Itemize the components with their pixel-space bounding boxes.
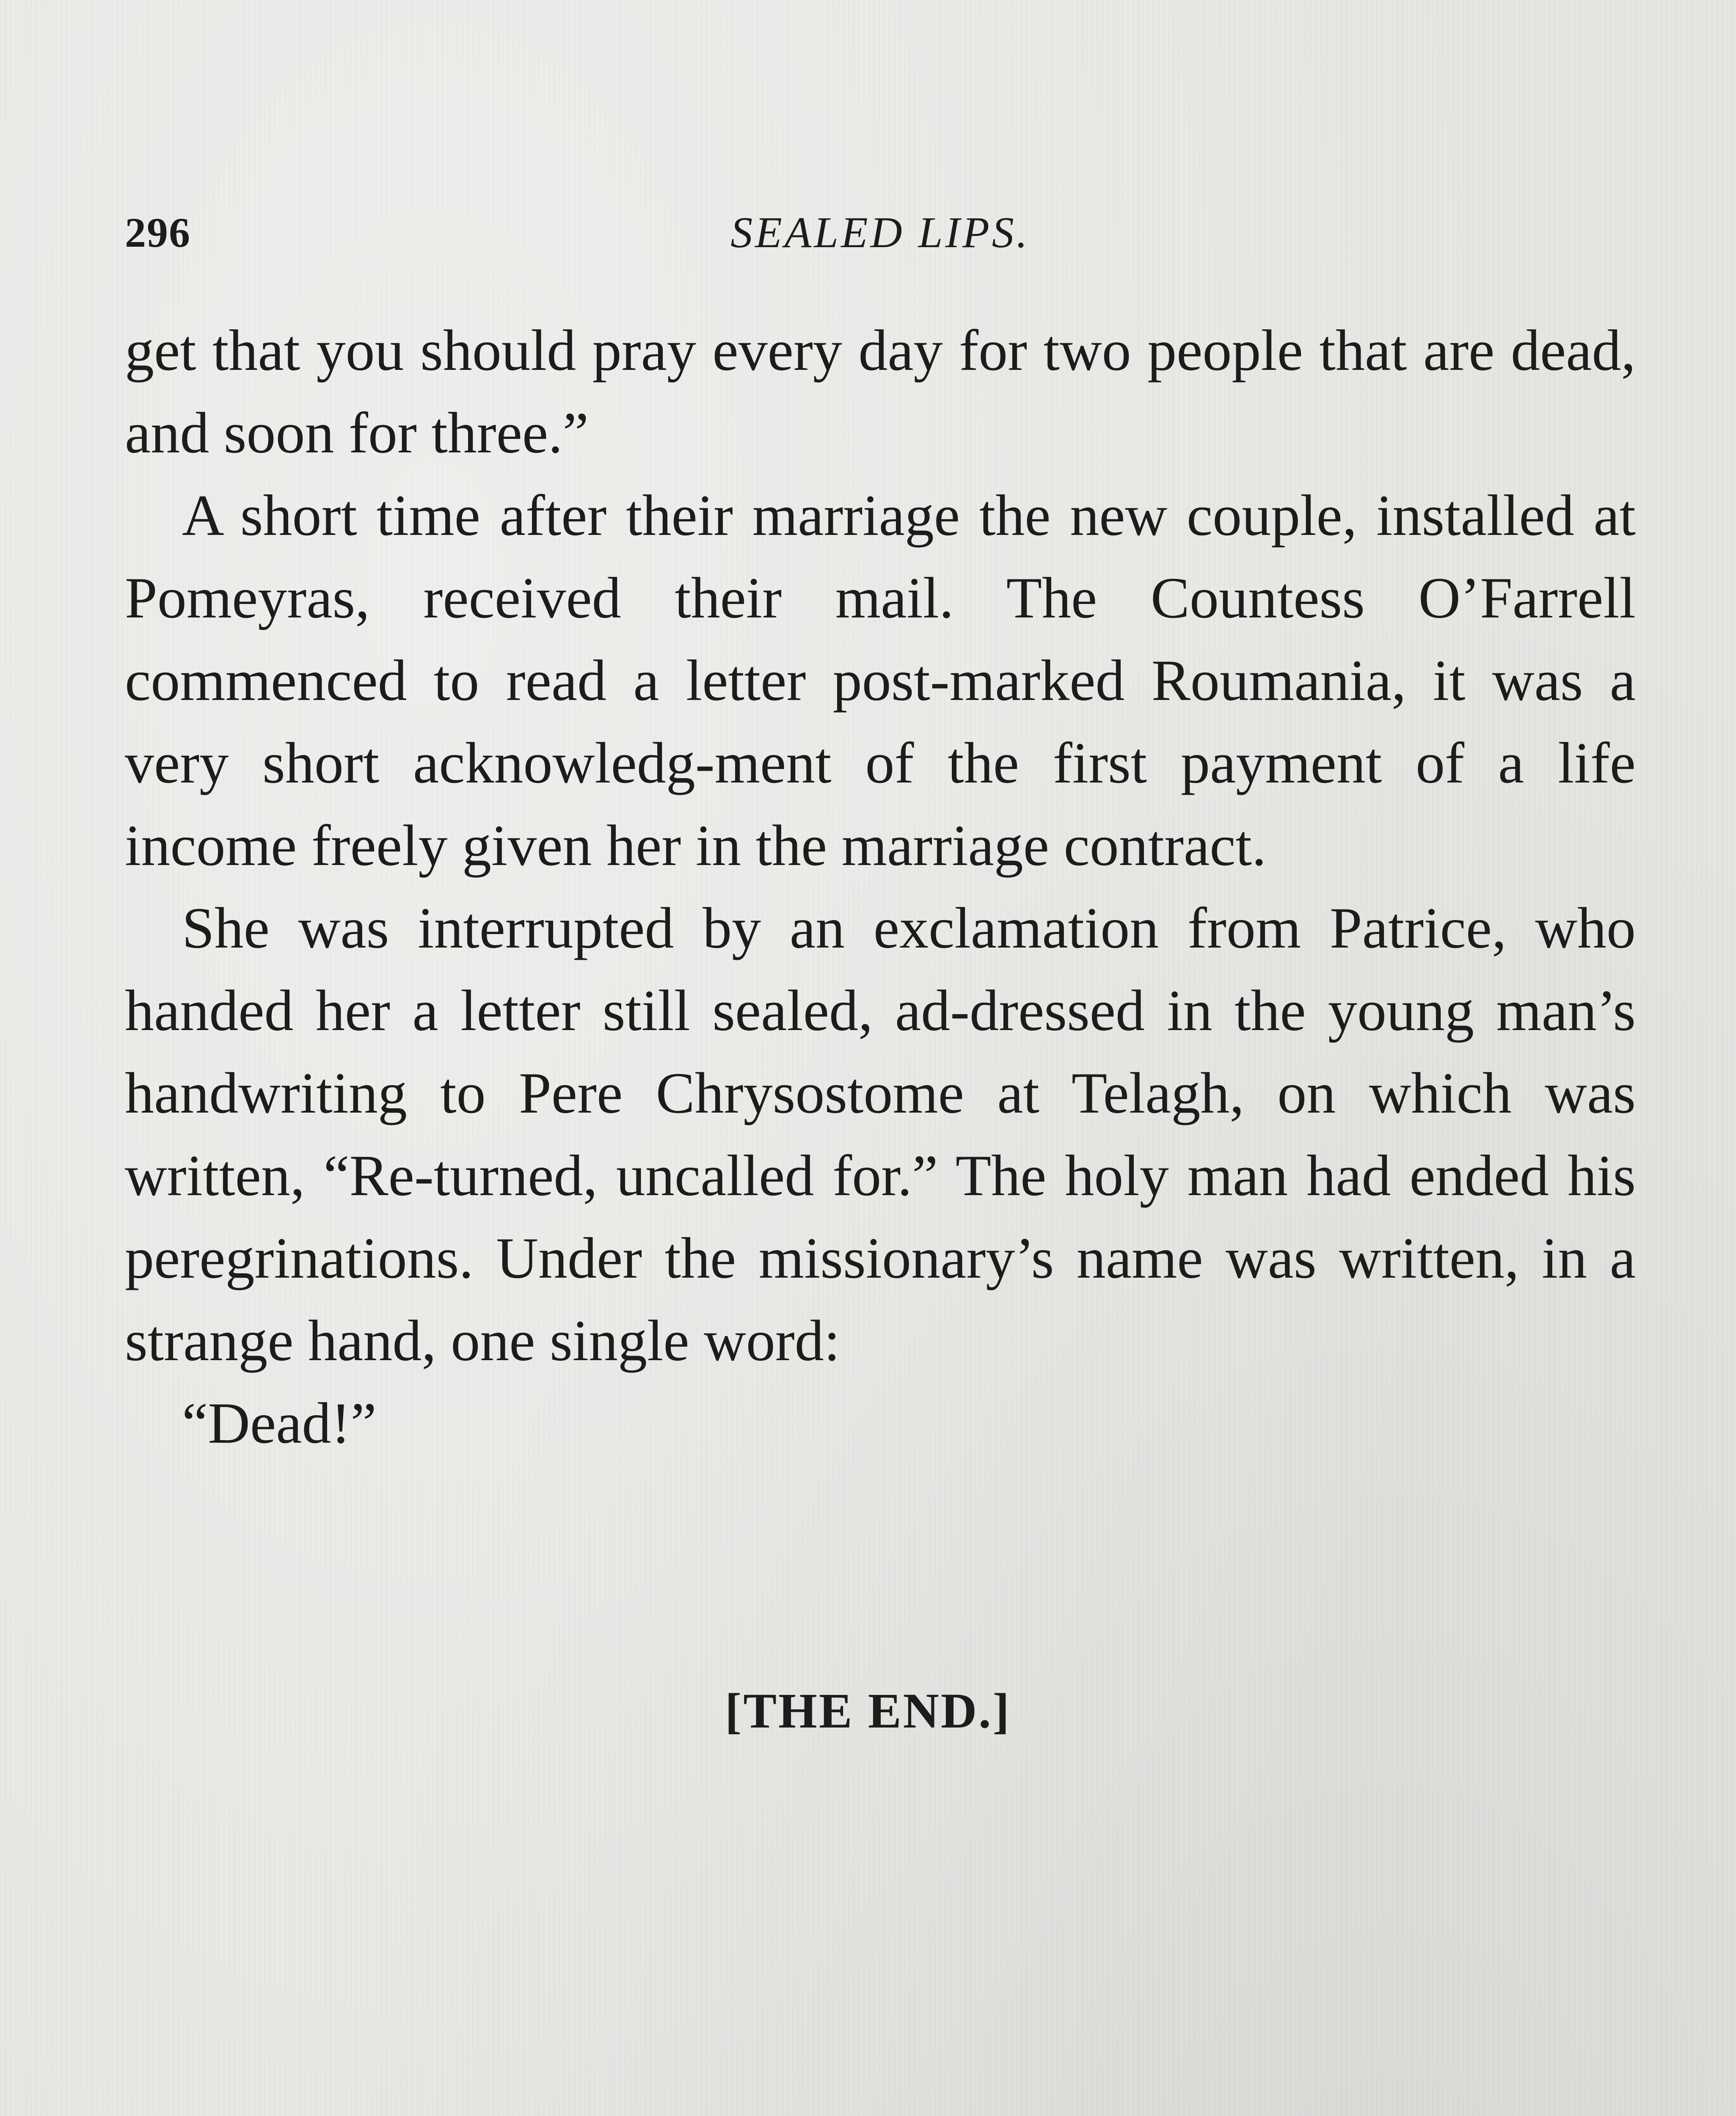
page-number: 296 [125,209,191,256]
running-head [125,199,1636,267]
running-title: SEALED LIPS. [730,208,1030,257]
the-end-mark: [THE END.] [725,1683,1011,1739]
paragraph-marriage-mail: A short time after their marriage the new couple, installed at Pomeyras, received their mail. The Countess O’Farrell commenced to read a letter post-marked Roumania, it was a very short acknowledg-ment of the first payment of a life income freely given her in the marriage contract. [125,483,1636,878]
paragraph-continuation: get that you should pray every day for two people that are dead, and soon for three.” [125,318,1636,465]
paragraph-dead: “Dead!” [182,1391,377,1455]
paragraph-returned-letter: She was interrupted by an exclamation from Patrice, who handed her a letter still sealed, ad-dressed in the young man’s handwriting to Pere Chrysostome at Telagh, on which was written, “Re-turned, uncalled for.” The holy man had ended his peregrinations. Under the missionary’s name was written, in a strange hand, one single word: [125,895,1636,1373]
body-text [125,309,1636,1464]
